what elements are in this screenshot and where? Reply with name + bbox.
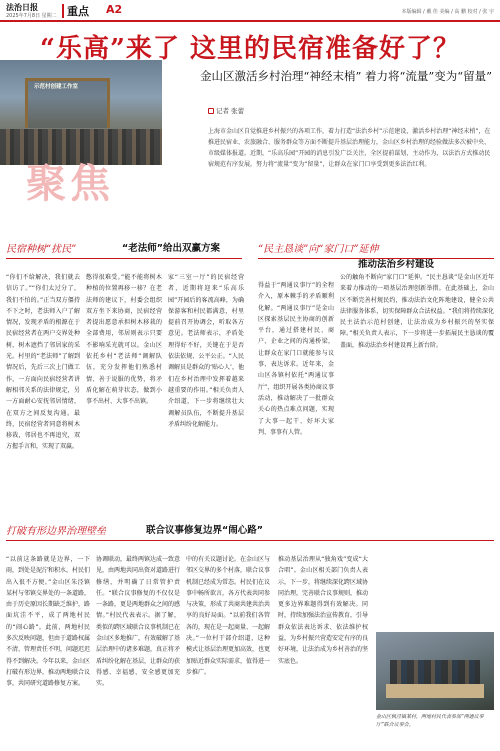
article-column: 得益于“两通议事厅”的全程介入，原本棘手的矛盾顺利化解。“两通议事厅”是金山区探索基层民主协商的创新平台，通过搭建村民、商户、企业之间的沟通桥梁，让群众在家门口就能参与议事、表达诉求。近年来，金山区各镇村依托“两通议事厅”，组织开展各类协商议事活动，推动解决了一批群众关心的热点难点问题，实现了大事一起干、好坏大家判、事事有人管。 — [258, 282, 334, 436]
article-column: 公的触角不断向“家门口”延伸。“民主恳谈”是金山区近年来着力推动的一项基层治理创新举措。在此基础上，金山区不断完善村规民约，推动法治文化阵地建设，健全公共法律服务体系，切实保障群众合法权益。“我们将持续深化民主法治示范村创建，让法治成为乡村振兴的坚实保障。”相关负责人表示，下一步将进一步拓展民主恳谈的覆盖面，推动法治乡村建设再上新台阶。 — [340, 274, 494, 349]
article-column: 推动基层治理从“独角戏”变成“大合唱”。金山区相关部门负责人表示，下一步，将继续深化跨区域协同治理，完善联合议事规则，推动更多边界难题得到有效解决。同时，持续加强法治宣传教育，引导群众依法表达诉求、依法维护权益，为乡村振兴营造安定有序的良好环境，让法治成为乡村善治的坚实底色。 — [278, 556, 368, 665]
headline: “乐高”来了 这里的民宿准备好了？ — [40, 34, 460, 64]
section-header-right — [258, 240, 498, 270]
lead-paragraph: 上海市金山区自觉推进乡村振兴的各项工作，着力打造“法治乡村”示范建设，激活乡村治理“神经末梢”，在推进民宿业、农旅融合、服务群众等方面不断提升基层治理能力，金山区乡村治理的经验做法多次被中央、市级媒体报道。近期，“乐高乐园”开园的消息引发广泛关注，全区提前谋划，主动作为，以法治方式推动民宿规范有序发展，努力将“流量”变为“留量”，让群众在家门口享受到更多法治红利。 — [208, 128, 491, 168]
byline-text: 记者 张蕾 — [216, 107, 245, 115]
section-tag: “民主恳谈”向“家门口”延伸 — [258, 244, 379, 255]
gate-sign: 示范村创建工作室 — [34, 84, 79, 90]
section-tag: 民宿种树“扰民” — [6, 244, 77, 255]
masthead — [0, 0, 500, 22]
section-title: 推动法治乡村建设 — [358, 259, 435, 270]
focus-calligraphy: 聚焦 — [26, 160, 114, 207]
article-column: “你们不给解决，我们就去信访了。”“你们太过分了，我们不怕的。”正当双方僵持不下之时，老法师入户了解情况，发现矛盾的根源在于民宿经营者在两户交界处种树，树木遮挡了邻居家的采光。村里的“老法师”了解到情况后，先后三次上门做工作，一方面向民宿经营者讲解相邻关系的法律规定，另一方面耐心安抚邻居情绪，在双方之间反复沟通。最终，民宿经营者同意将树木移栽，邻居也不再追究，双方握手言和，实现了双赢。 — [6, 274, 80, 451]
section-title: “老法师”给出双赢方案 — [122, 243, 220, 254]
masthead-divider — [62, 4, 64, 18]
issue-date: 2025年7月8日 星期二 — [6, 13, 57, 19]
page-number: A2 — [106, 3, 123, 16]
section-header-left — [6, 240, 246, 256]
meeting-table — [386, 684, 484, 698]
attendees — [390, 660, 480, 684]
photo-caption: 金山区枫泾镇某村，两地村民代表参加“两通议事厅”联合议事会。 — [376, 714, 484, 728]
article-column: 协调联动，最终两镇达成一致意见，由两地共同出资对道路进行修缮，并明确了日常管护责任。“联合议事修复的不仅仅是一条路，更是两地群众之间的感情。”村民代表表示。据了解，类似的跨区域联合议事机制已在金山区多地推广，有效破解了基层治理中的诸多难题，真正将矛盾纠纷化解在基层，让群众的获得感、幸福感、安全感更加充实。 — [96, 556, 180, 688]
article-column: 家“三室一厅”的民宿经营者，近期将迎来“乐高乐园”开园后的客流高峰，为确保游客和村民都满意，村里提前召开协调会，听取各方意见。老法师表示，矛盾处理得好不好，关键在于是否依法依规、公平公正。“人民调解员是群众的‘贴心人’，他们在乡村治理中发挥着越来越重要的作用。”相关负责人介绍道，下一步将继续壮大调解员队伍，不断提升基层矛盾纠纷化解能力。 — [168, 274, 244, 428]
byline — [208, 106, 244, 115]
article-column: “以前这条路就是边界，一下雨，到处是泥泞和积水，村民们出入很不方便。”金山区朱泾镇某村与邻镇交界处的一条道路，由于历史原因长期缺乏维护，路面坑洼不平，成了两地村民的“闹心路”。此前，两地村民多次反映问题，但由于道路权属不清、管理责任不明，问题迟迟得不到解决。今年以来，金山区打破有形边界，推动两地联合议事，共同研究道路修复方案。 — [6, 556, 90, 688]
lead-photo — [0, 60, 162, 165]
article-column: 憋得很难受。”能不能将树木种植的位置再移一移？在老法师的建议下，村委会组织双方坐下来协商，民宿经营者提出愿意承担树木移栽的全部费用，邻居则表示只要不影响采光就可以。金山区依托乡村“老法师”调解队伍，充分发挥他们熟悉村情、善于说服的优势，将矛盾化解在萌芽状态，做到小事不出村、大事不出镇。 — [86, 274, 162, 406]
editor-credits: 本版编辑 / 戴 佳 美编 / 高 鹏 校对 / 张 宇 — [401, 9, 494, 15]
subheadline: 金山区激活乡村治理“神经末梢” 着力将“流量”变为“留量” — [200, 69, 492, 83]
section-tag: 打破有形边界治理壁垒 — [6, 526, 106, 537]
section-rule — [258, 258, 494, 259]
meeting-photo — [376, 632, 494, 710]
newspaper-logo: 法治日报 — [6, 2, 38, 12]
reporter-icon — [208, 108, 214, 114]
section-header-bottom — [6, 522, 406, 538]
section-name: 重点 — [67, 5, 89, 18]
article-column: 中的有关议题讨论。在金山区与邻区交界的多个村落，联合议事机制已经成为常态。村民们在议事中畅所欲言，各方代表共同参与决策，形成了共商共建共治共享的良好局面。“以前我们各管各的，现在是一起商量、一起解决。”一位村干部介绍道，这种模式让基层治理更加高效，也更加贴近群众实际需求，值得进一步推广。 — [186, 556, 270, 676]
section-rule — [6, 258, 242, 259]
section-rule — [6, 540, 494, 541]
section-title: 联合议事修复边界“闹心路” — [146, 525, 263, 536]
